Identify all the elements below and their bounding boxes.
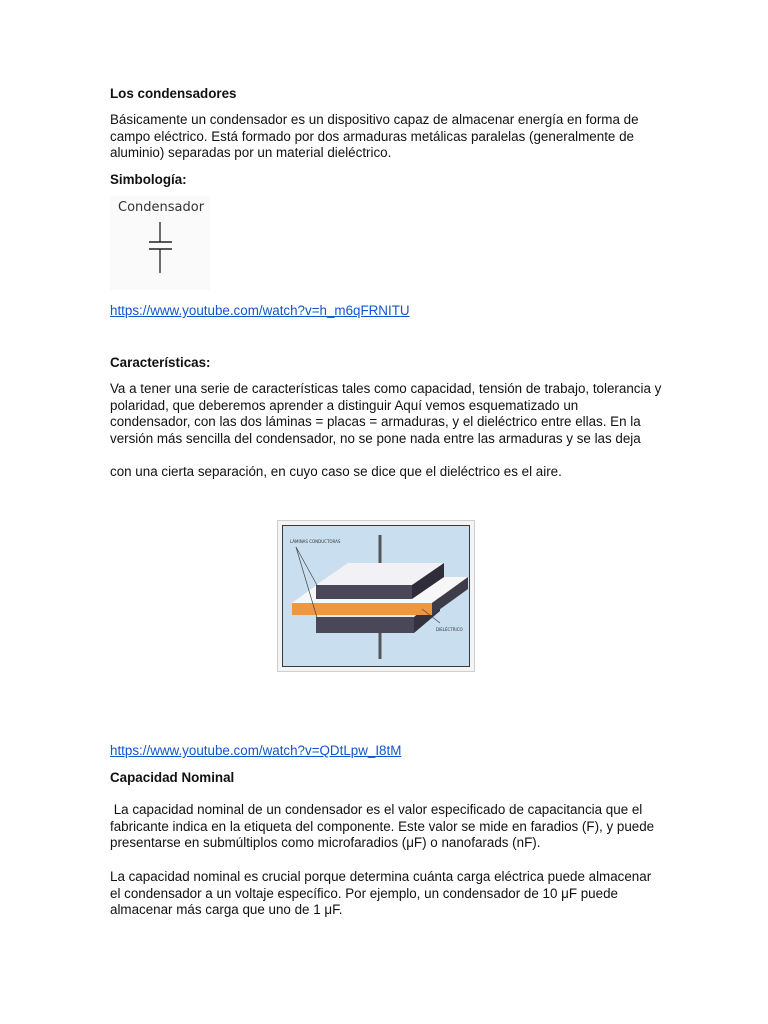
symbol-label: Condensador — [118, 200, 205, 215]
caracteristicas-heading: Características: — [110, 355, 211, 370]
capacidad-paragraph-1: La capacidad nominal de un condensador es el valor especificado de capacitancia que el fabricante indica en la etiqueta del componente. Este valor se mide en faradios (F), y puede presentarse en submúltiplos como microfaradios (μF) o nanofarads (nF). — [110, 802, 658, 850]
capacitor-symbol-image — [110, 196, 210, 290]
capacitor-diagram-image — [277, 520, 475, 672]
capacitor-plates-illustration — [282, 525, 470, 667]
caracteristicas-paragraph-2: con una cierta separación, en cuyo caso se dice que el dieléctrico es el aire. — [110, 464, 562, 479]
capacidad-paragraph-2: La capacidad nominal es crucial porque determina cuánta carga eléctrica puede almacenar el condensador a un voltaje específico. Por ejemplo, un condensador de 10 μF puede almacenar más carga que uno de 1 μF. — [110, 869, 652, 917]
caracteristicas-paragraph: Va a tener una serie de características tales como capacidad, tensión de trabajo, tolerancia y polaridad, que deberemos aprender a distinguir Aquí vemos esquematizado un condensador, con las dos láminas = placas = armaduras, y el dieléctrico entre ellas. En la versión más sencilla del condensador, no se pone nada entre las armaduras y se las deja — [110, 381, 662, 446]
label-plates: LÁMINAS CONDUCTORAS — [290, 539, 341, 544]
label-dielectric: DIELÉCTRICO — [436, 627, 463, 632]
youtube-link-2[interactable]: https://www.youtube.com/watch?v=QDtLpw_I8tM — [110, 743, 402, 758]
capacitor-symbol-icon — [110, 196, 210, 290]
youtube-link-1[interactable]: https://www.youtube.com/watch?v=h_m6qFRNITU — [110, 303, 410, 318]
page-title: Los condensadores — [110, 86, 237, 101]
intro-paragraph: Básicamente un condensador es un dispositivo capaz de almacenar energía en forma de campo eléctrico. Está formado por dos armaduras metálicas paralelas (generalmente de aluminio) separadas por un material dieléctrico. — [110, 112, 639, 160]
simbologia-heading: Simbología: — [110, 172, 187, 187]
capacidad-heading: Capacidad Nominal — [110, 770, 235, 785]
